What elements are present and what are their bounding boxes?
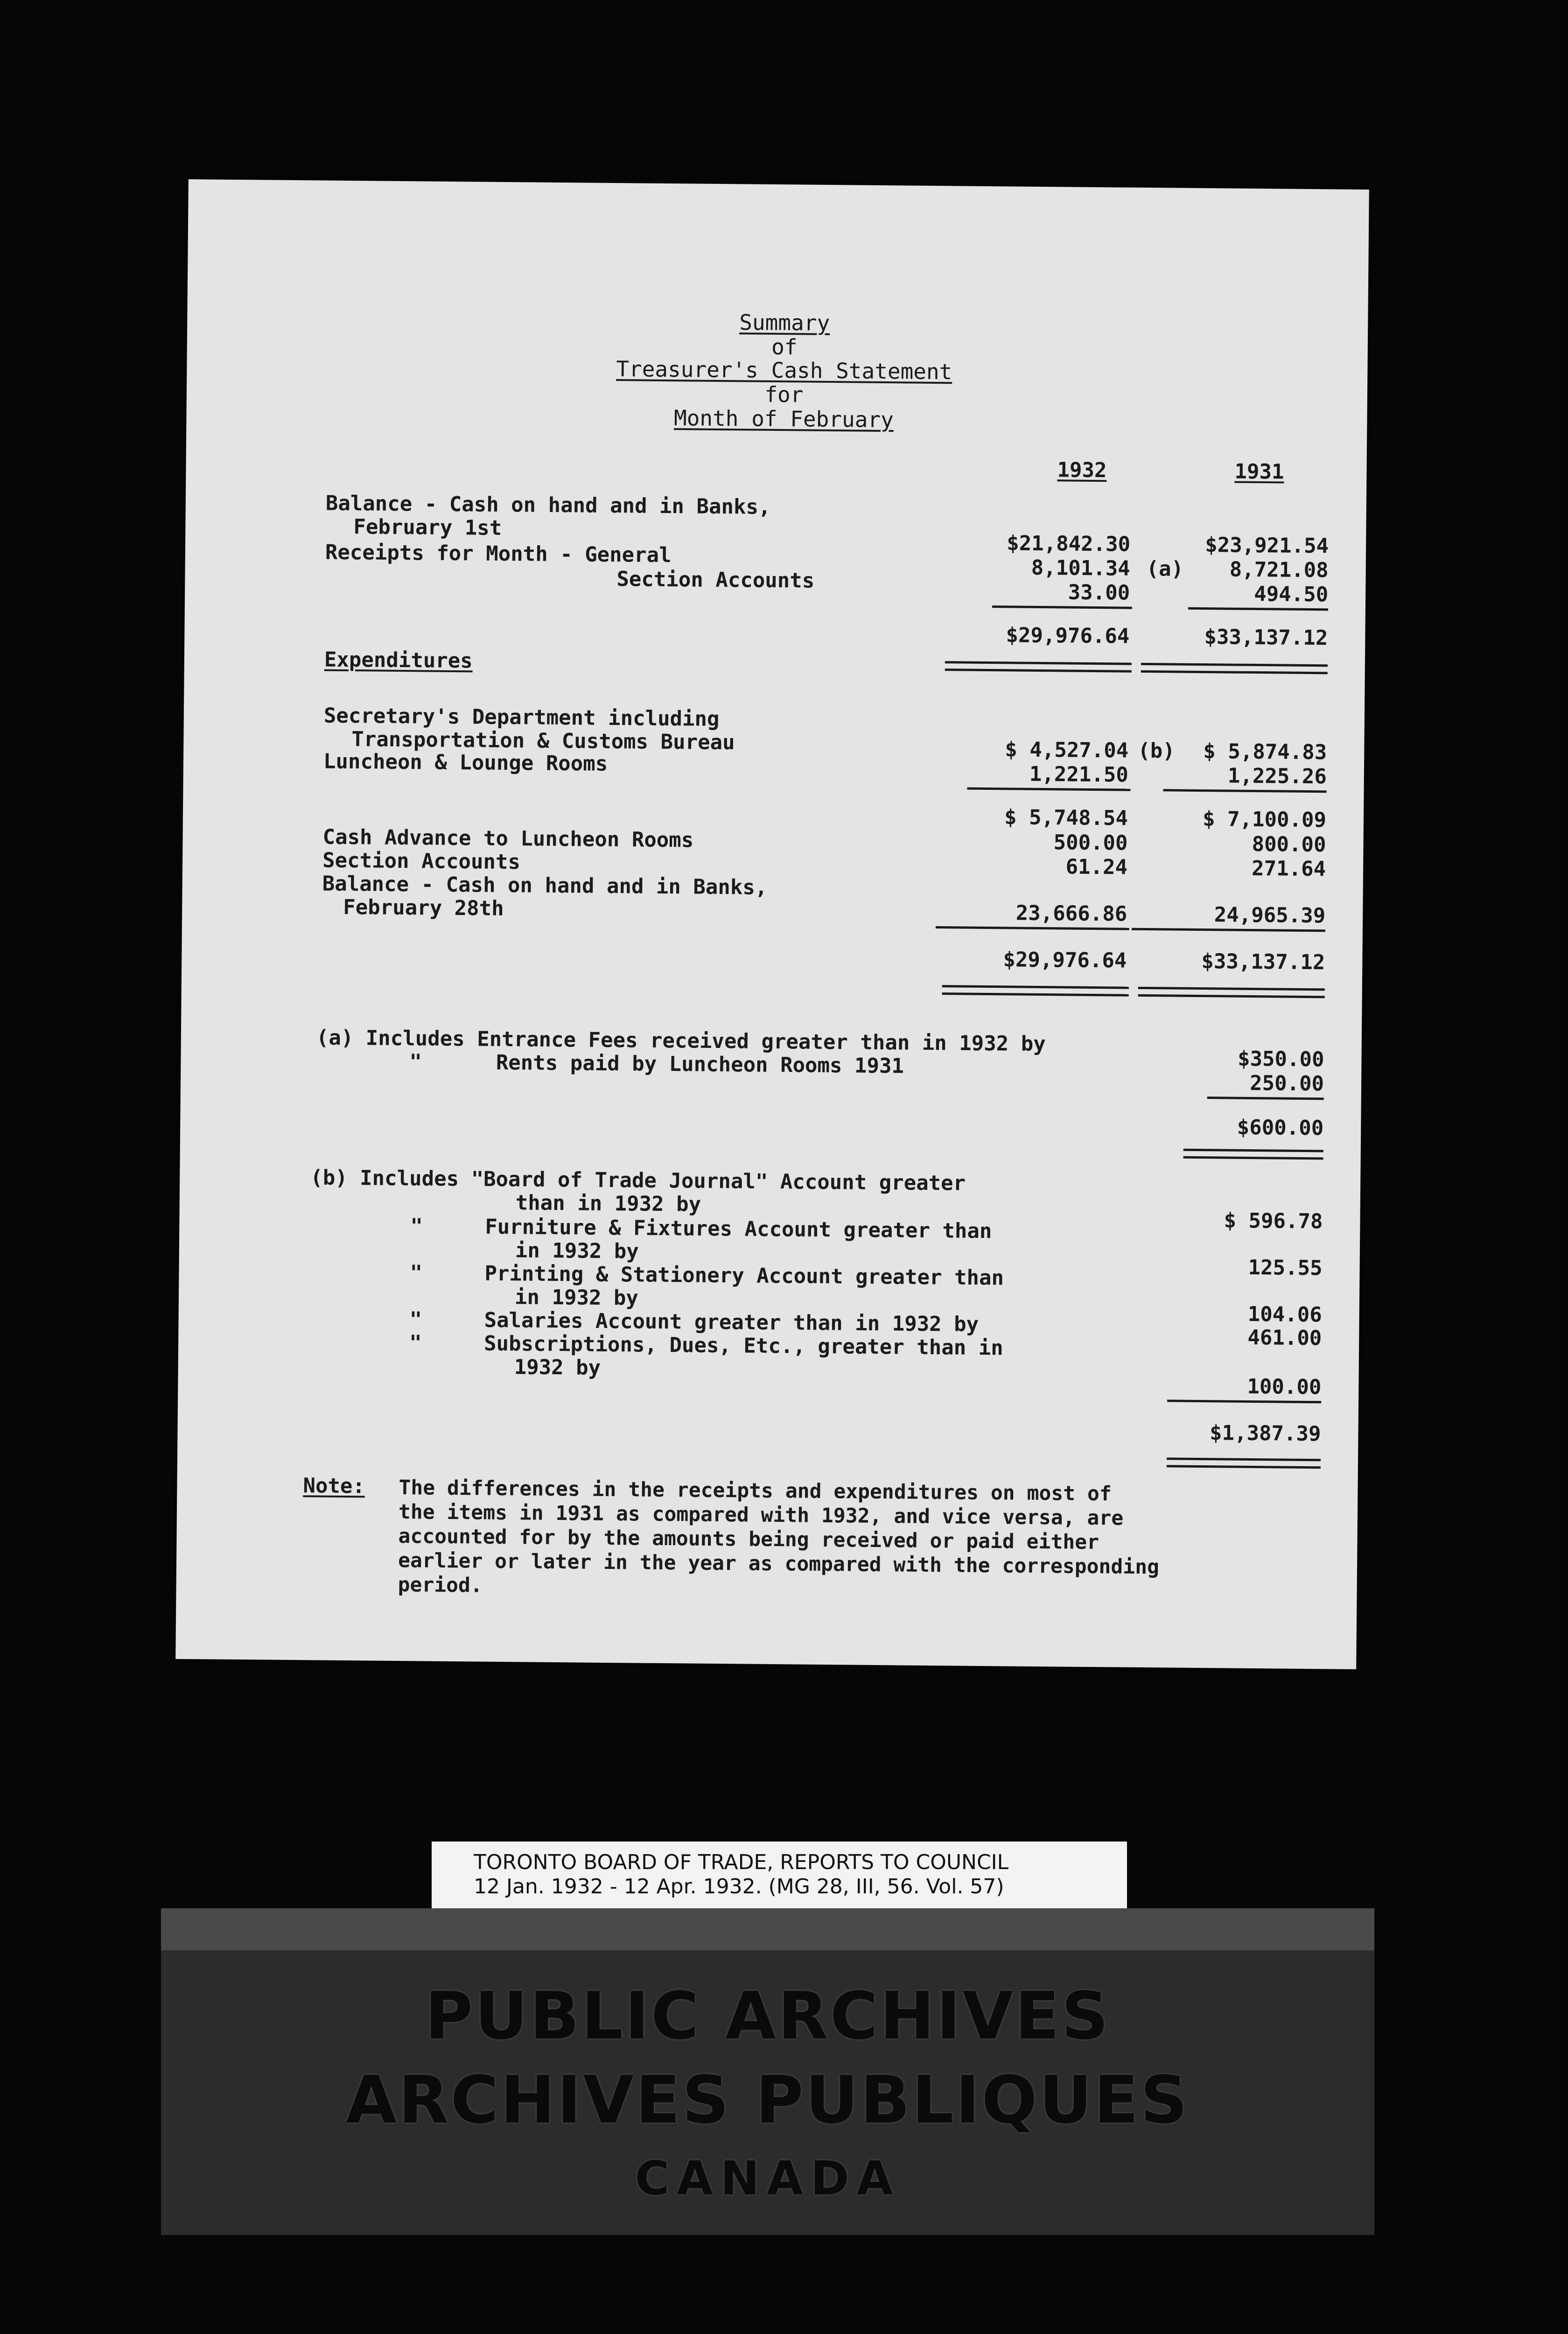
note-a-total: $600.00 <box>1237 1115 1324 1140</box>
note-b-line-1: (b) Includes "Board of Trade Journal" Account greater <box>310 1166 966 1195</box>
caption-line-1: TORONTO BOARD OF TRADE, REPORTS TO COUNCIL <box>474 1850 1009 1874</box>
note-b-amount-1: $ 596.78 <box>1224 1209 1323 1234</box>
transportation-label: Transportation & Customs Bureau <box>351 727 735 755</box>
note-b-ditto-2: " <box>410 1261 423 1285</box>
title-month: Month of February <box>673 405 894 433</box>
exp-subtotal-1931: $ 7,100.09 <box>1202 807 1327 832</box>
subtotal-rule-1932 <box>992 605 1132 609</box>
note-b-ditto-1: " <box>410 1214 423 1238</box>
note-a-line-2: " Rents paid by Luncheon Rooms 1931 <box>409 1050 904 1078</box>
note-b-amount-4: 461.00 <box>1247 1325 1322 1350</box>
column-header-1931: 1931 <box>1234 459 1284 484</box>
exp-double-rule-1931-a <box>1138 987 1325 991</box>
exp-double-rule-1931-b <box>1138 994 1325 998</box>
note-a-amount-2: 250.00 <box>1249 1071 1324 1096</box>
note-b-line-8: Subscriptions, Dues, Etc., greater than in <box>483 1331 1003 1360</box>
title-for: for <box>764 381 804 408</box>
balance-feb28-1931: 24,965.39 <box>1214 903 1326 928</box>
note-line-1: The differences in the receipts and expenditures on most of <box>399 1476 1112 1506</box>
exp-total-1932: $29,976.64 <box>1003 948 1127 973</box>
note-b-marker: (b) <box>1138 738 1175 763</box>
caption-line-2: 12 Jan. 1932 - 12 Apr. 1932. (MG 28, III, 56. Vol. 57) <box>474 1875 1004 1898</box>
note-a-double-rule-a <box>1183 1149 1323 1153</box>
title-statement: Treasurer's Cash Statement <box>616 356 952 385</box>
balance-feb1-1931: $23,921.54 <box>1204 533 1329 558</box>
note-b-line-5: Printing & Stationery Account greater than <box>484 1261 1004 1290</box>
note-b-line-9: 1932 by <box>514 1355 601 1380</box>
balance-feb1-label: Balance - Cash on hand and in Banks, <box>325 491 771 519</box>
stamp-line-1: PUBLIC ARCHIVES <box>425 1978 1111 2054</box>
note-a-marker: (a) <box>1146 556 1184 581</box>
note-line-2: the items in 1931 as compared with 1932, and vice versa, are <box>398 1500 1124 1530</box>
note-b-line-7: Salaries Account greater than in 1932 by <box>484 1308 979 1336</box>
note-a-rule <box>1207 1097 1324 1100</box>
double-rule-1931-a <box>1141 663 1328 667</box>
note-b-line-2: than in 1932 by <box>515 1191 701 1216</box>
subtotal-rule-1931 <box>1188 607 1328 611</box>
note-b-amount-2: 125.55 <box>1248 1255 1323 1280</box>
exp-total-1931: $33,137.12 <box>1201 949 1325 975</box>
exp-double-rule-1932-a <box>942 985 1129 989</box>
cash-advance-1932: 500.00 <box>1053 830 1128 855</box>
double-rule-1931-b <box>1141 670 1328 674</box>
double-rule-1932-b <box>945 668 1132 672</box>
receipts-general-label: Receipts for Month - General <box>325 540 672 568</box>
note-label: Note: <box>303 1474 365 1498</box>
luncheon-rooms-1931: 1,225.26 <box>1227 764 1327 789</box>
document-page <box>175 179 1369 1669</box>
note-b-amount-3: 104.06 <box>1247 1302 1322 1327</box>
stamp-line-3: CANADA <box>635 2151 901 2206</box>
exp-subtotal-rule-1931 <box>1163 789 1327 793</box>
exp-section-accounts-label: Section Accounts <box>322 848 521 874</box>
secretary-dept-label: Secretary's Department including <box>323 703 720 731</box>
note-b-rule <box>1167 1399 1321 1403</box>
balance-feb28-1932: 23,666.86 <box>1015 901 1127 926</box>
note-b-amount-5: 100.00 <box>1247 1374 1322 1399</box>
archive-caption <box>432 1842 1127 1912</box>
receipts-general-1931: 8,721.08 <box>1229 557 1329 583</box>
note-b-ditto-4: " <box>409 1331 422 1355</box>
exp-subtotal-1932: $ 5,748.54 <box>1004 805 1128 830</box>
luncheon-rooms-label: Luncheon & Lounge Rooms <box>323 749 608 776</box>
note-a-amount-1: $350.00 <box>1237 1047 1324 1072</box>
note-b-ditto-3: " <box>409 1308 422 1332</box>
balance-feb1-label-2: February 1st <box>353 515 502 540</box>
note-b-line-6: in 1932 by <box>514 1285 639 1310</box>
double-rule-1932-a <box>945 661 1132 665</box>
note-b-double-rule-a <box>1167 1457 1321 1461</box>
exp-section-accounts-1931: 271.64 <box>1251 856 1326 881</box>
section-accounts-1931: 494.50 <box>1254 582 1329 607</box>
cash-advance-label: Cash Advance to Luncheon Rooms <box>322 825 694 852</box>
exp-balance-rule-1931 <box>1132 928 1325 932</box>
receipts-total-1932: $29,976.64 <box>1006 623 1130 648</box>
receipts-total-1931: $33,137.12 <box>1204 625 1328 650</box>
note-b-line-4: in 1932 by <box>515 1238 639 1264</box>
expenditures-heading: Expenditures <box>324 647 473 673</box>
exp-subtotal-rule-1932 <box>967 787 1131 791</box>
cash-advance-1931: 800.00 <box>1252 832 1326 857</box>
public-archives-stamp <box>161 1908 1374 2235</box>
secretary-dept-1932: $ 4,527.04 <box>1005 738 1129 763</box>
luncheon-rooms-1932: 1,221.50 <box>1029 762 1129 787</box>
section-accounts-1932: 33.00 <box>1068 580 1130 605</box>
note-line-4: earlier or later in the year as compared with the corresponding <box>398 1549 1160 1579</box>
section-accounts-label: Section Accounts <box>616 567 815 593</box>
note-b-line-3: Furniture & Fixtures Account greater than <box>485 1215 992 1244</box>
stamp-line-2: ARCHIVES PUBLIQUES <box>346 2062 1190 2138</box>
note-a-double-rule-b <box>1183 1156 1323 1160</box>
title-summary: Summary <box>739 309 830 336</box>
secretary-dept-1931: $ 5,874.83 <box>1203 739 1327 765</box>
balance-feb28-label-2: February 28th <box>343 895 504 921</box>
note-line-3: accounted for by the amounts being received or paid either <box>398 1525 1099 1554</box>
note-b-double-rule-b <box>1167 1465 1321 1469</box>
note-a-line-1: (a) Includes Entrance Fees received greater than in 1932 by <box>316 1026 1046 1056</box>
balance-feb1-1932: $21,842.30 <box>1007 531 1131 556</box>
exp-balance-rule-1932 <box>936 926 1129 930</box>
exp-double-rule-1932-b <box>942 992 1129 996</box>
column-header-1932: 1932 <box>1057 458 1107 483</box>
note-line-5: period. <box>398 1573 483 1597</box>
exp-section-accounts-1932: 61.24 <box>1065 855 1128 879</box>
note-b-total: $1,387.39 <box>1209 1421 1321 1446</box>
title-of: of <box>771 334 798 360</box>
receipts-general-1932: 8,101.34 <box>1031 555 1130 581</box>
balance-feb28-label: Balance - Cash on hand and in Banks, <box>322 872 768 900</box>
